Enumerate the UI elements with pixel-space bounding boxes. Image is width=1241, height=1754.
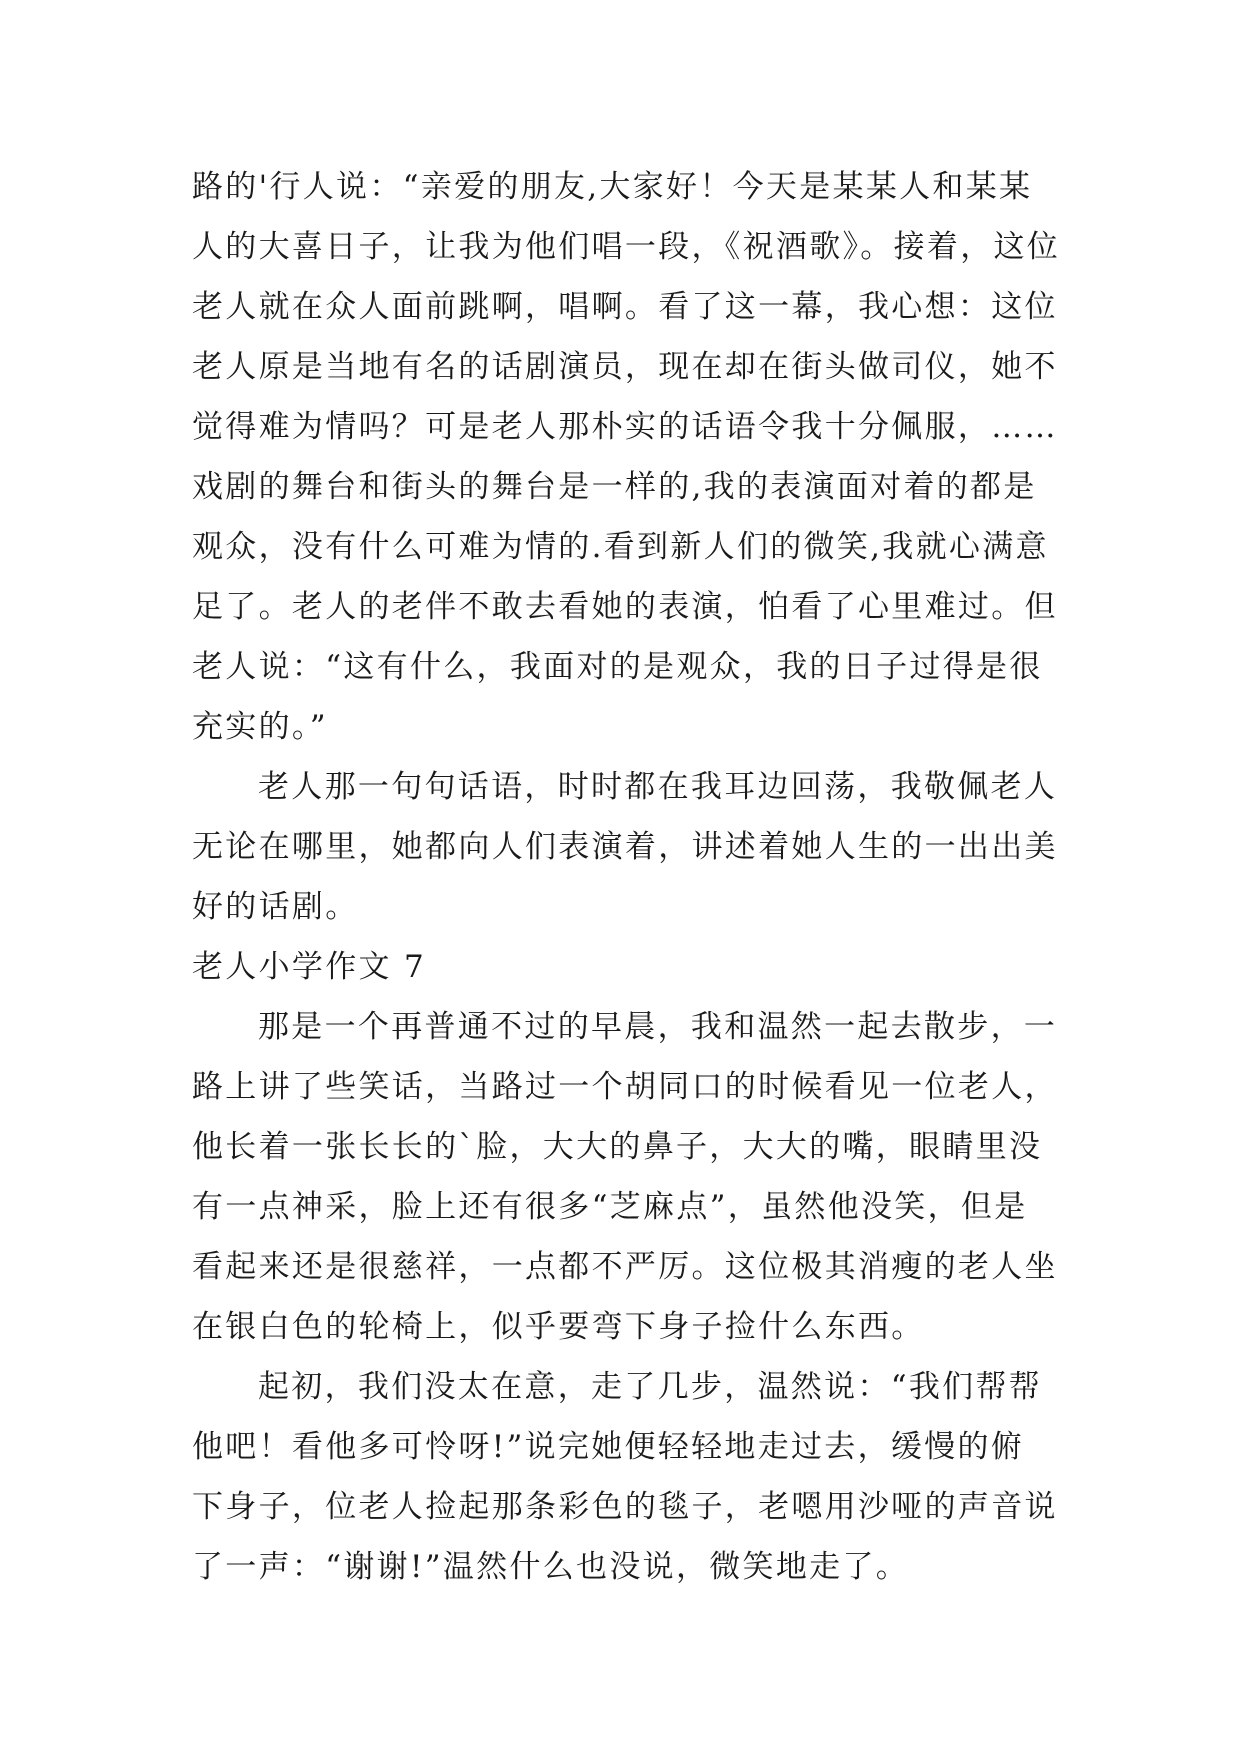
text-line: 觉得难为情吗？可是老人那朴实的话语令我十分佩服，…… — [192, 409, 1058, 445]
text-line: 足了。老人的老伴不敢去看她的表演，怕看了心里难过。但 — [192, 589, 1058, 625]
text-line: 他长着一张长长的`脸，大大的鼻子，大大的嘴，眼睛里没 — [192, 1129, 1043, 1165]
text-line: 下身子，位老人捡起那条彩色的毯子，老嗯用沙哑的声音说 — [192, 1489, 1058, 1525]
text-line: 在银白色的轮椅上，似乎要弯下身子捡什么东西。 — [192, 1309, 925, 1345]
text-line: 路上讲了些笑话，当路过一个胡同口的时候看见一位老人， — [192, 1069, 1058, 1105]
paragraph-start-line: 那是一个再普通不过的早晨，我和温然一起去散步，一 — [258, 1009, 1058, 1045]
text-line: 观众，没有什么可难为情的.看到新人们的微笑,我就心满意 — [192, 529, 1049, 565]
text-line: 老人就在众人面前跳啊，唱啊。看了这一幕，我心想：这位 — [192, 289, 1058, 325]
text-line: 有一点神采，脸上还有很多“芝麻点”，虽然他没笑，但是 — [192, 1189, 1028, 1225]
text-line: 戏剧的舞台和街头的舞台是一样的,我的表演面对着的都是 — [192, 469, 1037, 505]
text-line: 看起来还是很慈祥，一点都不严厉。这位极其消瘦的老人坐 — [192, 1249, 1058, 1285]
text-line: 他吧！看他多可怜呀!”说完她便轻轻地走过去，缓慢的俯 — [192, 1429, 1025, 1465]
text-line: 人的大喜日子，让我为他们唱一段，《祝酒歌》。接着，这位 — [192, 229, 1061, 265]
text-line: 老人原是当地有名的话剧演员，现在却在街头做司仪，她不 — [192, 349, 1058, 385]
text-line: 了一声：“谢谢!”温然什么也没说，微笑地走了。 — [192, 1549, 910, 1585]
text-line: 老人说：“这有什么，我面对的是观众，我的日子过得是很 — [192, 649, 1043, 685]
paragraph-start-line: 起初，我们没太在意，走了几步，温然说：“我们帮帮 — [258, 1369, 1043, 1405]
text-line: 充实的。” — [192, 709, 328, 745]
text-line: 路的'行人说：“亲爱的朋友,大家好！今天是某某人和某某 — [192, 169, 1033, 205]
section-heading: 老人小学作文 7 — [192, 949, 426, 985]
paragraph-start-line: 老人那一句句话语，时时都在我耳边回荡，我敬佩老人 — [258, 769, 1058, 805]
text-line: 好的话剧。 — [192, 889, 359, 925]
text-line: 无论在哪里，她都向人们表演着，讲述着她人生的一出出美 — [192, 829, 1058, 865]
document-body — [192, 157, 1061, 1597]
